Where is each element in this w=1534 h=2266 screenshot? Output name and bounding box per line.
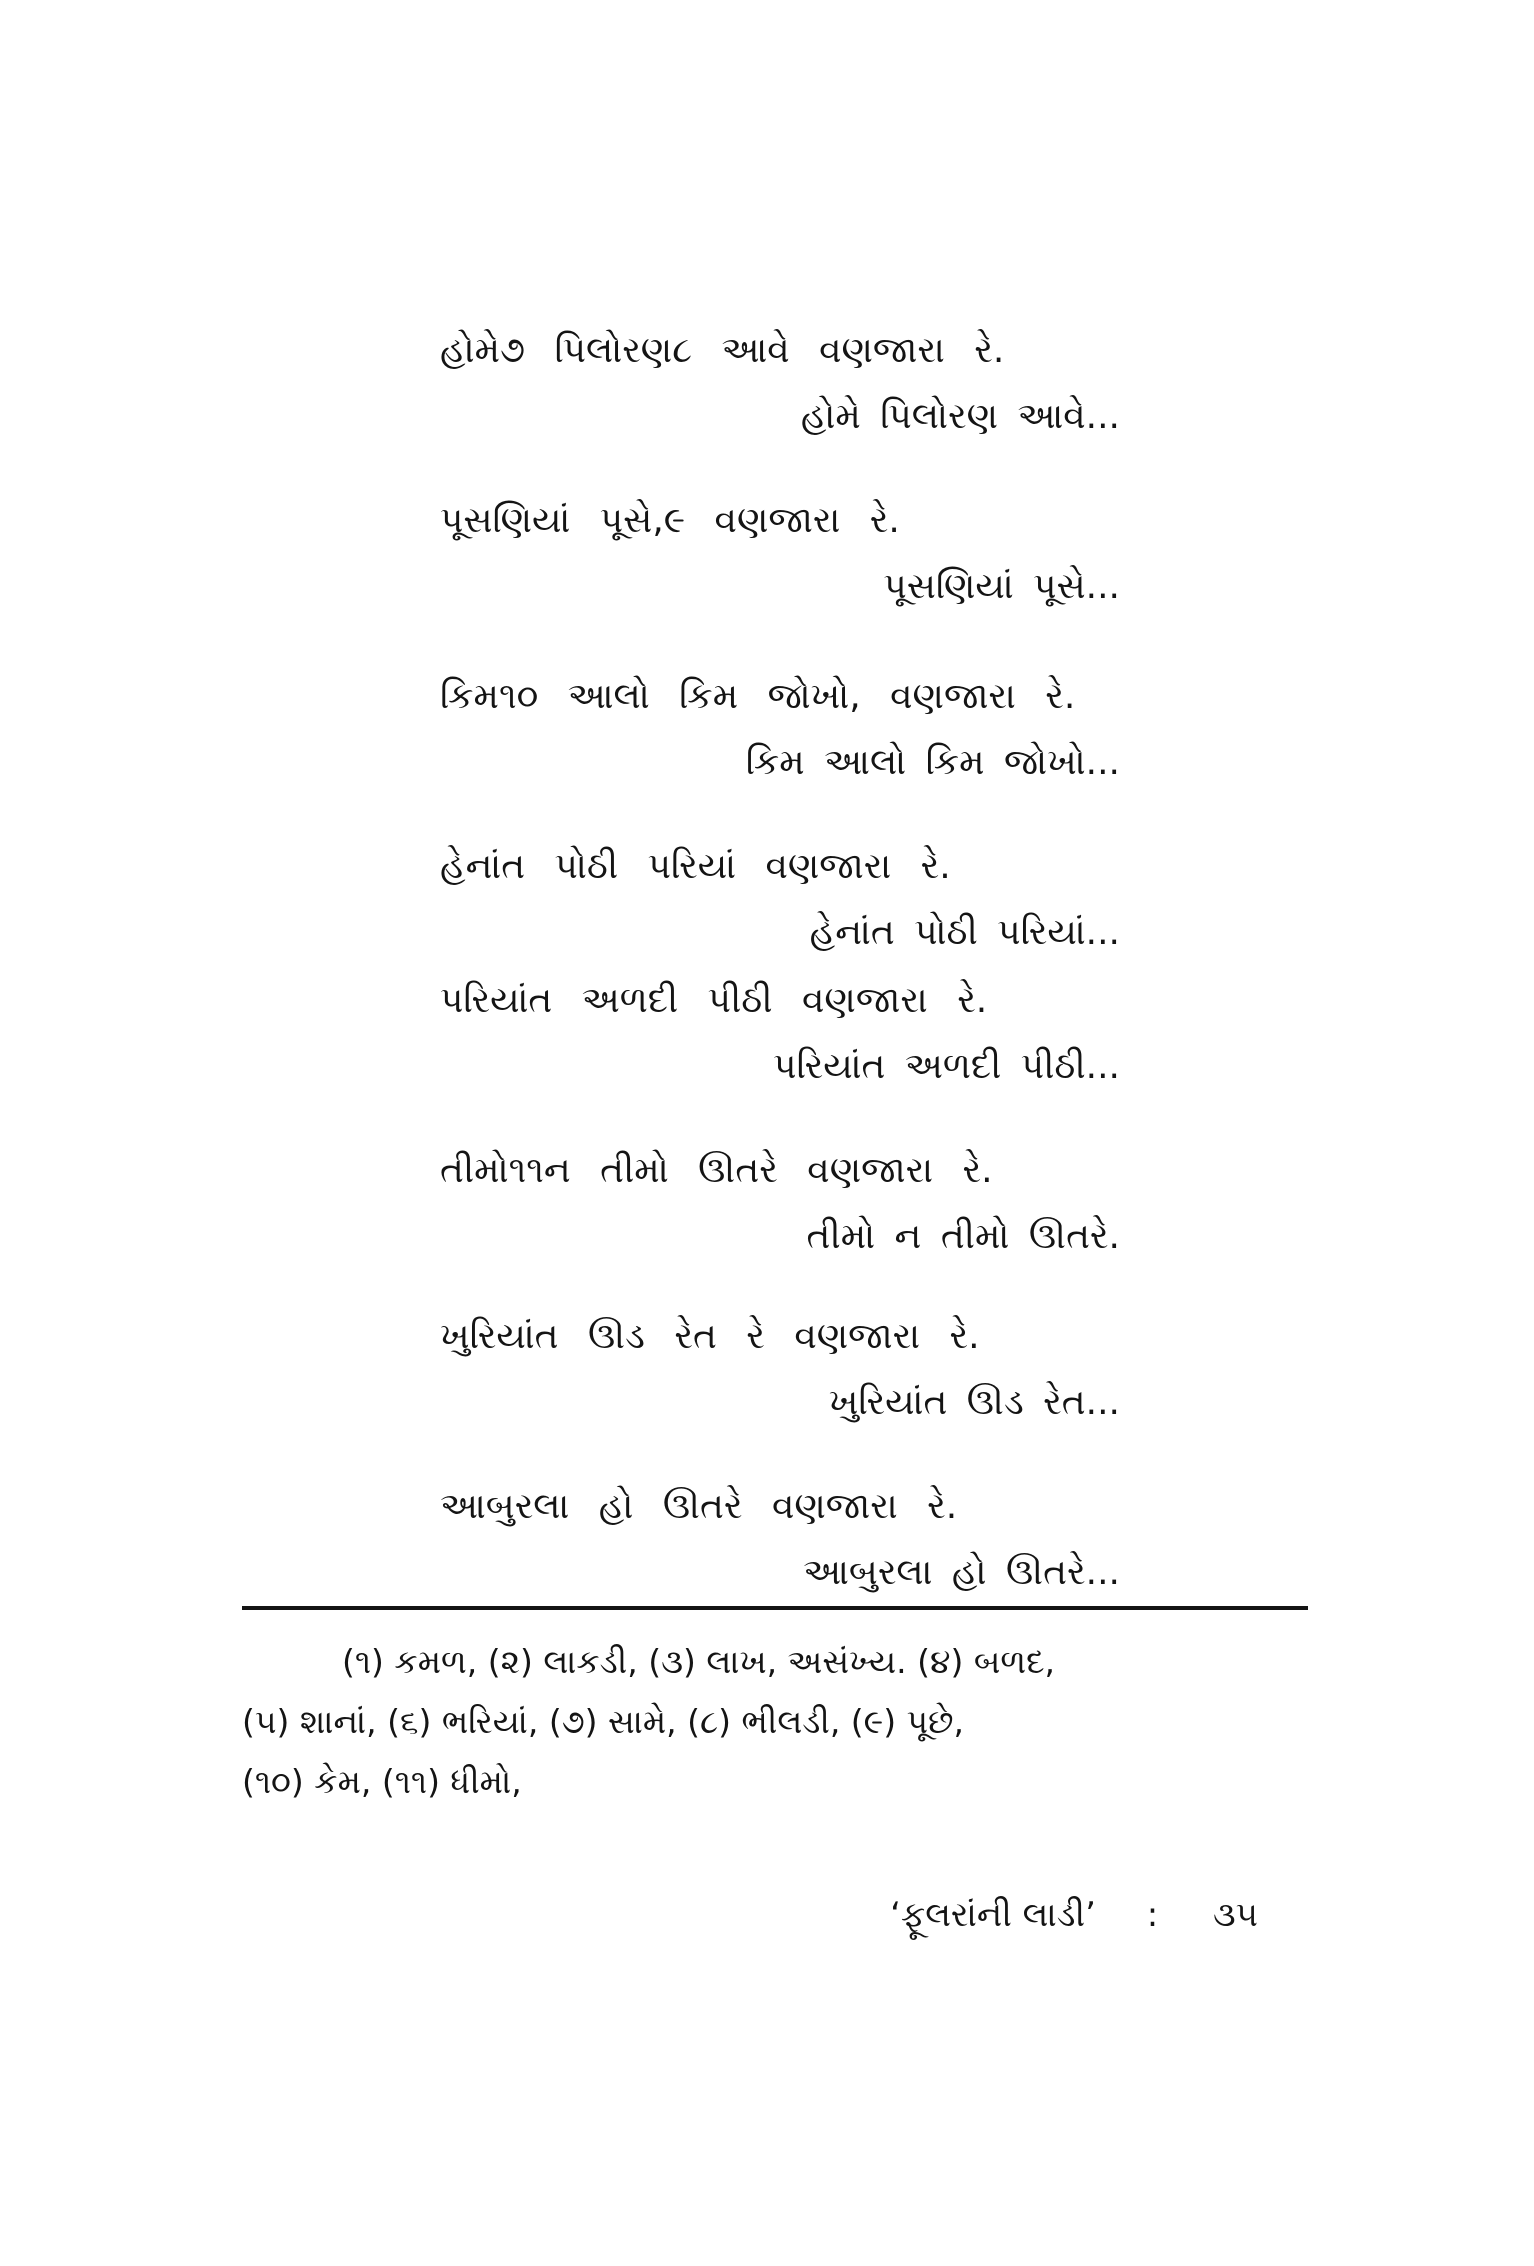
stanza-6	[440, 1138, 1120, 1270]
stanza-lead-line: કિમ૧૦ આલો કિમ જોખો, વણજારા રે.	[440, 676, 1076, 717]
footnote-line: (૧) કમળ, (૨) લાકડી, (૩) લાખ, અસંખ્ય. (૪) બળદ,	[342, 1642, 1056, 1681]
footnote-line: (૧૦) કેમ, (૧૧) ધીમો,	[242, 1762, 522, 1801]
footer-separator: :	[1146, 1895, 1159, 1935]
page-number: ૩૫	[1213, 1895, 1258, 1935]
stanza-5	[440, 968, 1120, 1100]
stanza-refrain-line: હોમે પિલોરણ આવે...	[800, 396, 1120, 437]
stanza-lead-line: ખુરિયાંત ઊડ રેત રે વણજારા રે.	[440, 1316, 980, 1357]
stanza-refrain-line: હેનાંત પોઠી પરિયાં...	[809, 912, 1120, 953]
stanza-lead-line: હોમે૭ પિલોરણ૮ આવે વણજારા રે.	[440, 330, 1005, 371]
stanza-refrain-line: આબુરલા હો ઊતરે...	[803, 1552, 1120, 1593]
running-title: ‘ફૂલરાંની લાડી’	[890, 1895, 1096, 1935]
stanza-3	[440, 664, 1120, 796]
stanza-1	[440, 318, 1120, 450]
stanza-refrain-line: તીમો ન તીમો ઊતરે.	[806, 1216, 1120, 1257]
footnotes	[242, 1632, 1308, 1812]
stanza-lead-line: તીમો૧૧ન તીમો ઊતરે વણજારા રે.	[440, 1150, 993, 1191]
stanza-8	[440, 1474, 1120, 1606]
stanza-refrain-line: પરિયાંત અળદી પીઠી...	[773, 1046, 1120, 1087]
stanza-refrain-line: પૂસણિયાં પૂસે...	[883, 566, 1120, 607]
stanza-2	[440, 488, 1120, 620]
stanza-lead-line: આબુરલા હો ઊતરે વણજારા રે.	[440, 1486, 958, 1527]
page-footer	[890, 1885, 1258, 1945]
stanza-4	[440, 834, 1120, 966]
footnote-line: (૫) શાનાં, (૬) ભરિયાં, (૭) સામે, (૮) ભીલડી, (૯) પૂછે,	[242, 1702, 964, 1741]
stanza-lead-line: પૂસણિયાં પૂસે,૯ વણજારા રે.	[440, 500, 900, 541]
stanza-refrain-line: ખુરિયાંત ઊડ રેત...	[828, 1382, 1120, 1423]
stanza-refrain-line: કિમ આલો કિમ જોખો...	[745, 742, 1120, 783]
stanza-lead-line: પરિયાંત અળદી પીઠી વણજારા રે.	[440, 980, 988, 1021]
stanza-lead-line: હેનાંત પોઠી પરિયાં વણજારા રે.	[440, 846, 951, 887]
stanza-7	[440, 1304, 1120, 1436]
footnote-divider	[242, 1606, 1308, 1610]
